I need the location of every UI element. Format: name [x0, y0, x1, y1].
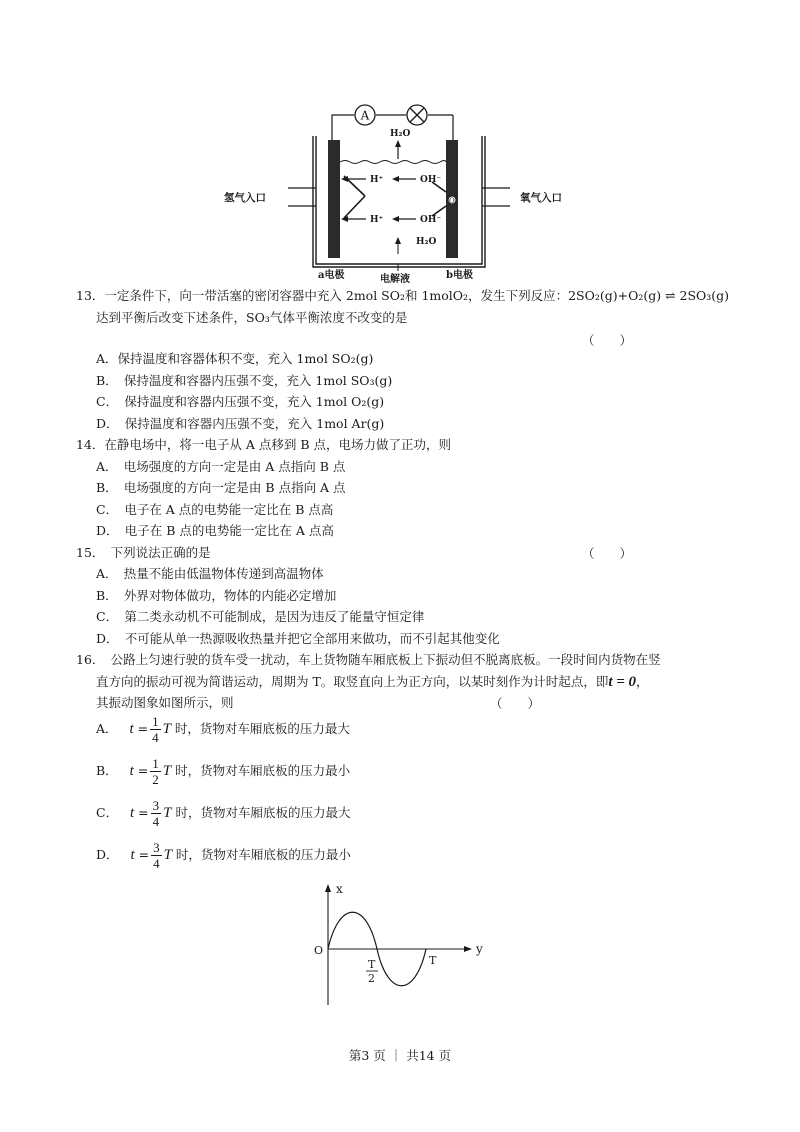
q14-option-b: B． 电场强度的方向一定是由 B 点指向 A 点: [96, 480, 346, 495]
x-axis-arrow: [325, 884, 331, 892]
q13-option-c: C． 保持温度和容器内压强不变，充入 1mol O₂(g): [96, 394, 385, 409]
oxygen-mark: O: [449, 197, 455, 205]
q16-option-d: D． t = $\frac{3}{4}$ T 时，货物对车厢底板的压力最小: [96, 840, 351, 871]
half-period-denominator: 2: [368, 972, 375, 985]
q13-answer-paren: （ ）: [582, 333, 633, 348]
q14-option-c: C． 电子在 A 点的电势能一定比在 B 点高: [96, 502, 334, 517]
q16-stem-line2: 直方向的振动可视为简谐运动，周期为 T。取竖直向上为正方向，以某时刻作为计时起点，即t = 0，: [96, 674, 649, 690]
ammeter-icon: [355, 105, 375, 125]
x-axis-label: x: [336, 882, 343, 896]
q15-option-b: B． 外界对物体做功，物体的内能必定增加: [96, 588, 337, 603]
q15-option-c: C． 第二类永动机不可能制成，是因为违反了能量守恒定律: [96, 609, 425, 624]
q15-stem: 15． 下列说法正确的是: [76, 545, 211, 560]
q14-option-d: D． 电子在 B 点的电势能一定比在 A 点高: [96, 523, 334, 538]
water-bottom-label: H₂O: [416, 237, 437, 247]
q13-stem-line1: 13．一定条件下，向一带活塞的密闭容器中充入 2mol SO₂和 1molO₂，发生下列反应：2SO₂(g)+O₂(g) ⇌ 2SO₃(g): [76, 288, 730, 303]
electrode-b-label: b电极: [446, 270, 473, 281]
q15-option-a: A． 热量不能由低温物体传递到高温物体: [96, 566, 324, 581]
oh-minus-ion: OH⁻: [420, 215, 442, 225]
hydrogen-inlet-label: 氢气入口: [224, 192, 266, 204]
q15-option-d: D． 不可能从单一热源吸收热量并把它全部用来做功，而不引起其他变化: [96, 631, 500, 646]
q16-option-c: C． t = $\frac{3}{4}$ T 时，货物对车厢底板的压力最大: [96, 798, 351, 829]
oxygen-inlet-label: 氧气入口: [520, 192, 562, 204]
y-axis-label: y: [476, 942, 483, 956]
q14-option-a: A． 电场强度的方向一定是由 A 点指向 B 点: [96, 459, 346, 474]
oxygen-inlet: [482, 188, 510, 206]
fuel-cell-figure: [220, 96, 580, 286]
h-plus-ion: H⁺: [370, 215, 384, 225]
q14-stem: 14．在静电场中，将一电子从 A 点移到 B 点，电场力做了正功，则: [76, 437, 452, 452]
q13-option-a: A．保持温度和容器体积不变，充入 1mol SO₂(g): [96, 351, 374, 366]
lamp-icon: [407, 105, 427, 125]
hydrogen-inlet: [288, 188, 316, 206]
electrode-a: [328, 140, 340, 258]
q13-stem-line2: 达到平衡后改变下述条件，SO₃气体平衡浓度不改变的是: [96, 310, 408, 325]
h-plus-ion: H⁺: [370, 175, 384, 185]
q13-option-d: D． 保持温度和容器内压强不变，充入 1mol Ar(g): [96, 416, 385, 431]
electrode-a-label: a电极: [318, 270, 345, 281]
q16-stem-line1: 16． 公路上匀速行驶的货车受一扰动，车上货物随车厢底板上下振动但不脱离底板。一段时间内货物在竖: [76, 652, 661, 667]
q16-stem-line3: 其振动图象如图所示，则: [96, 695, 234, 710]
svg-text:A: A: [360, 108, 370, 123]
q15-answer-paren: （ ）: [582, 546, 633, 561]
oh-minus-ion: OH⁻: [420, 175, 442, 185]
q13-option-b: B． 保持温度和容器内压强不变，充入 1mol SO₃(g): [96, 373, 393, 388]
electrolyte-surface: [340, 161, 446, 164]
half-period-numerator: T: [368, 958, 376, 971]
y-axis-arrow: [464, 946, 472, 952]
electrolyte-label: 电解液: [380, 274, 410, 285]
water-top-label: H₂O: [390, 129, 411, 139]
origin-label: O: [314, 944, 324, 957]
q16-option-a: A． t = $\frac{1}{4}$ T 时，货物对车厢底板的压力最大: [96, 714, 350, 745]
period-label: T: [429, 954, 437, 967]
t-zero-formula: t = 0: [608, 674, 637, 690]
q16-option-b: B． t = $\frac{1}{2}$ T 时，货物对车厢底板的压力最小: [96, 756, 351, 787]
page-footer: 第3 页 ｜ 共14 页: [348, 1048, 452, 1063]
vibration-graph: [300, 880, 500, 1010]
q16-answer-paren: （ ）: [490, 696, 541, 711]
